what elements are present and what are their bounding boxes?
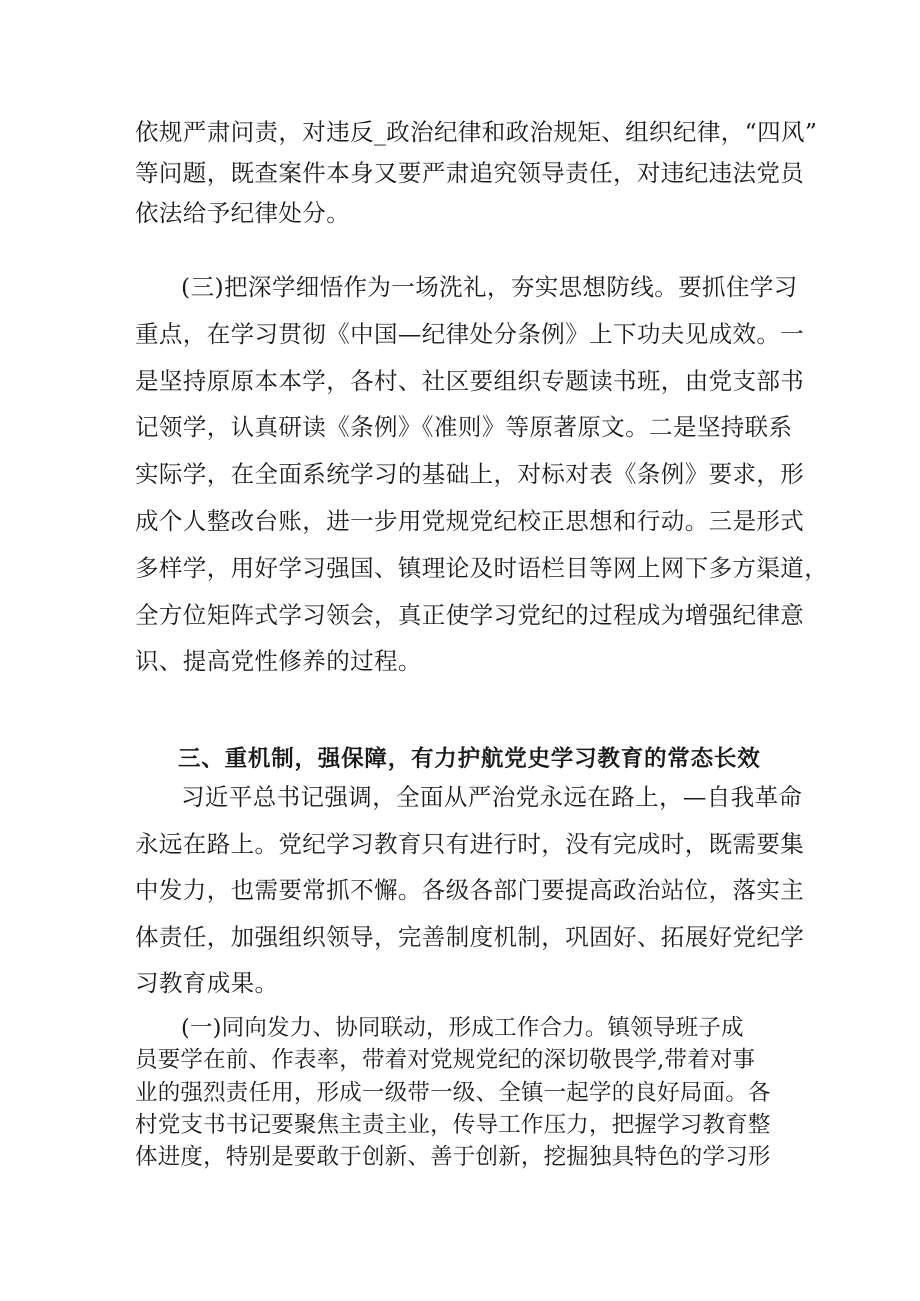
paragraph-study-section-3: [135, 264, 829, 685]
text-line: 体进度，特别是要敢于创新、善于创新，挖掘独具特色的学习形: [135, 1144, 771, 1171]
text-line: 记领学，认真研读《条例》《准则》等原著原文。二是坚持联系: [135, 413, 793, 442]
text-line: 全方位矩阵式学习领会，真正使学习党纪的过程成为增强纪律意: [135, 600, 805, 629]
text-line: 习近平总书记强调，全面从严治党永远在路上，—自我革命: [181, 783, 803, 811]
text-line: 依规严肃问责，对违反_政治纪律和政治规矩、组织纪律，“四风”: [135, 118, 818, 146]
text-line: 识、提高党性修养的过程。: [135, 647, 422, 676]
text-line: 多样学，用好学习强国、镇理论及时语栏目等网上网下多方渠道，: [135, 553, 829, 582]
text-line: 等问题，既查案件本身又要严肃追究领导责任，对违纪违法党员: [135, 158, 805, 187]
text-line: 重点，在学习贯彻《中国—纪律处分条例》上下功夫见成效。一: [135, 319, 805, 348]
paragraph-accountability: [135, 112, 818, 234]
text-line: 中发力，也需要常抓不懈。各级各部门要提高政治站位，落实主: [135, 876, 805, 904]
paragraph-joint-effort: [135, 1012, 795, 1173]
text-line: 成个人整改台账，进一步用党规党纪校正思想和行动。三是形式: [135, 506, 805, 535]
text-line: (三)把深学细悟作为一场洗礼，夯实思想防线。要抓住学习: [181, 273, 798, 301]
text-line: 村党支书书记要聚焦主责主业，传导工作压力，把握学习教育整: [135, 1111, 771, 1138]
section-heading: 三、重机制，强保障，有力护航党史学习教育的常态长效: [178, 746, 761, 772]
text-line: 习教育成果。: [135, 969, 279, 997]
text-line: 业的强烈责任用，形成一级带一级、全镇一起学的良好局面。各: [135, 1079, 771, 1106]
text-line: 实际学，在全面系统学习的基础上，对标对表《条例》要求，形: [135, 460, 805, 489]
text-line: 是坚持原原本本学，各村、社区要组织专题读书班，由党支部书: [135, 366, 805, 395]
text-line: 依法给予纪律处分。: [135, 199, 351, 227]
text-line: 员要学在前、作表率，带着对党规党纪的深切敬畏学,带着对事: [135, 1047, 756, 1074]
text-line: 体责任，加强组织领导，完善制度机制，巩固好、拓展好党纪学: [135, 922, 805, 951]
text-line: 永远在路上。党纪学习教育只有进行时，没有完成时，既需要集: [135, 829, 805, 858]
text-line: (一)同向发力、协同联动，形成工作合力。镇领导班子成: [181, 1015, 744, 1041]
paragraph-intro-section-three: [135, 774, 805, 1007]
